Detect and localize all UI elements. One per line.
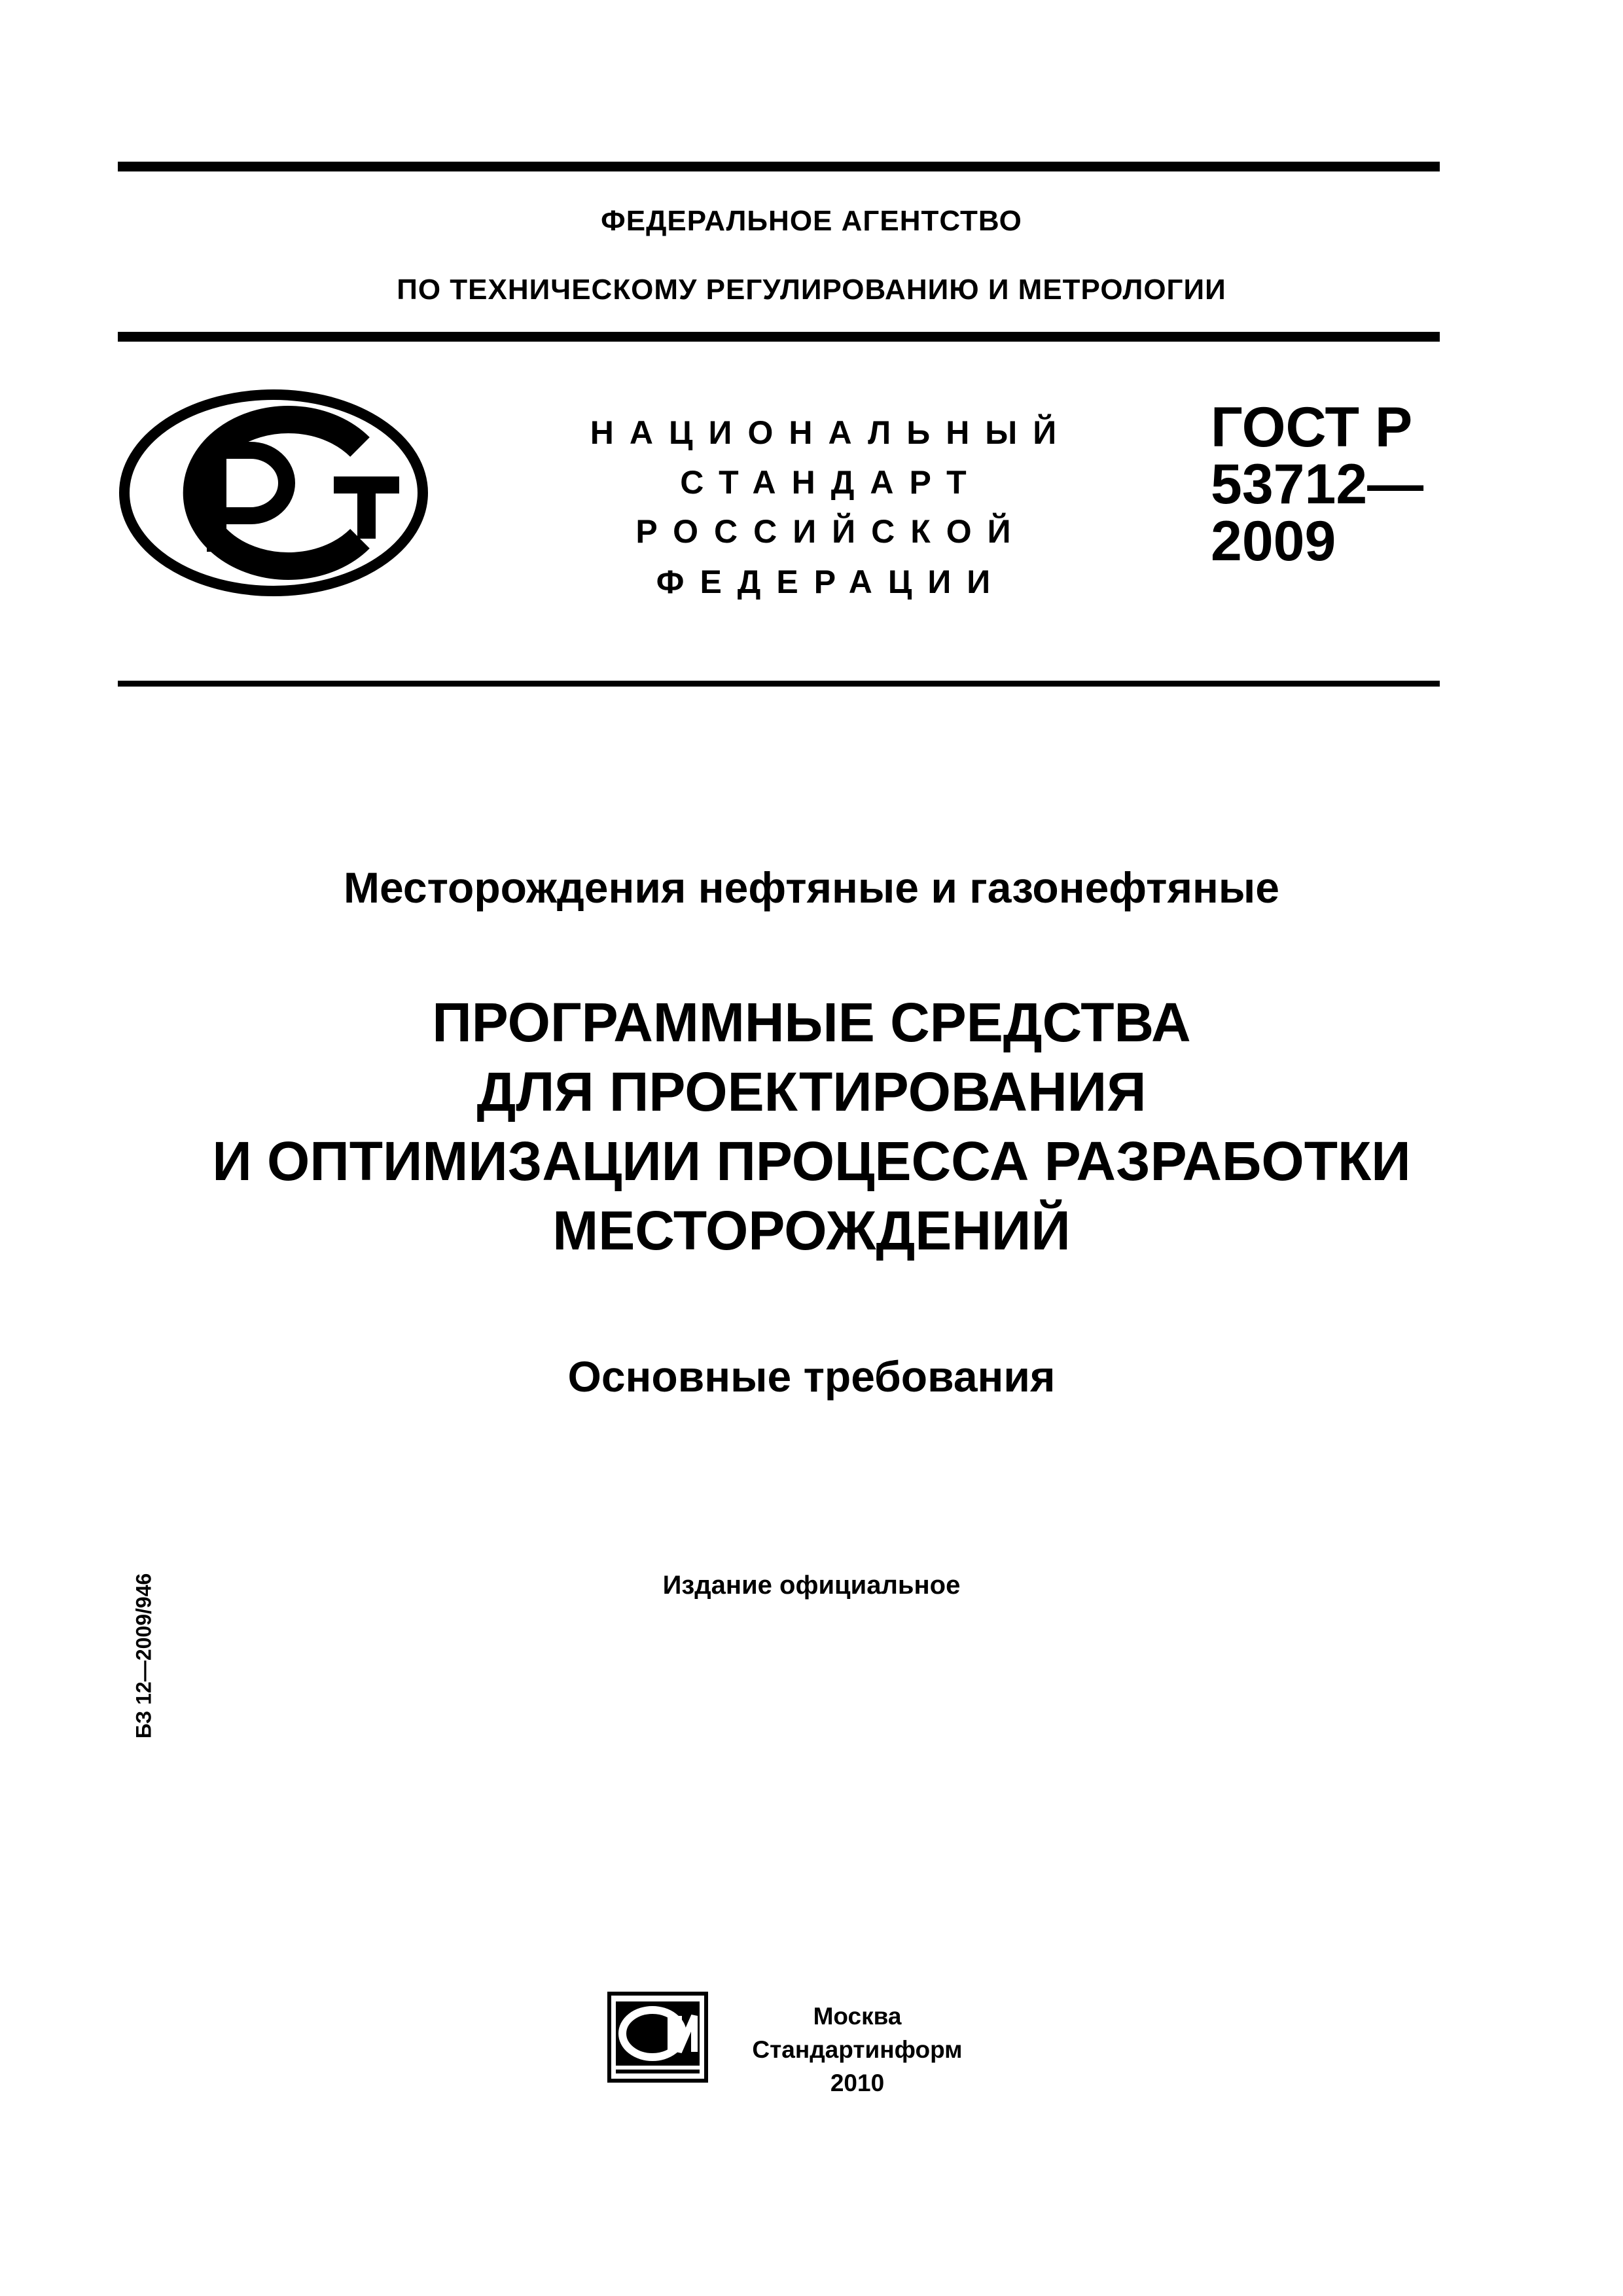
title-line-4: МЕСТОРОЖДЕНИЙ <box>552 1200 1071 1261</box>
title-line-1: ПРОГРАММНЫЕ СРЕДСТВА <box>432 992 1191 1053</box>
agency-line-2: ПО ТЕХНИЧЕСКОМУ РЕГУЛИРОВАНИЮ И МЕТРОЛОГИИ <box>397 274 1226 306</box>
publisher-name: Стандартинформ <box>752 2036 963 2063</box>
gost-number-line-1: ГОСТ Р <box>1211 396 1413 459</box>
publisher-city: Москва <box>813 2003 902 2030</box>
gost-number-line-2: 53712— <box>1211 453 1424 516</box>
rst-certification-logo <box>116 385 431 601</box>
standard-label-line-3: РОССИЙСКОЙ <box>635 513 1027 550</box>
title-line-2: ДЛЯ ПРОЕКТИРОВАНИЯ <box>476 1061 1147 1122</box>
side-code: БЗ 12—2009/946 <box>132 1573 156 1739</box>
standartinform-logo-icon <box>605 1990 710 2085</box>
standard-label-line-1: НАЦИОНАЛЬНЫЙ <box>590 414 1073 451</box>
standard-label-line-4: ФЕДЕРАЦИИ <box>656 564 1007 600</box>
edition-label: Издание официальное <box>662 1571 961 1600</box>
rst-logo-icon <box>116 385 431 601</box>
agency-line-1: ФЕДЕРАЛЬНОЕ АГЕНТСТВО <box>601 205 1022 237</box>
top-rule <box>118 162 1440 171</box>
gost-number-line-3: 2009 <box>1211 510 1336 573</box>
document-subtitle: Основные требования <box>567 1352 1056 1401</box>
svg-text:РСТ: РСТ <box>116 385 118 386</box>
header-rule <box>118 332 1440 342</box>
standartinform-logo <box>605 1990 710 2085</box>
title-line-3: И ОПТИМИЗАЦИИ ПРОЦЕССА РАЗРАБОТКИ <box>212 1130 1411 1192</box>
publisher-year: 2010 <box>830 2070 885 2096</box>
header-bottom-rule <box>118 681 1440 687</box>
standard-label-line-2: СТАНДАРТ <box>680 464 982 501</box>
document-subject: Месторождения нефтяные и газонефтяные <box>344 863 1279 912</box>
